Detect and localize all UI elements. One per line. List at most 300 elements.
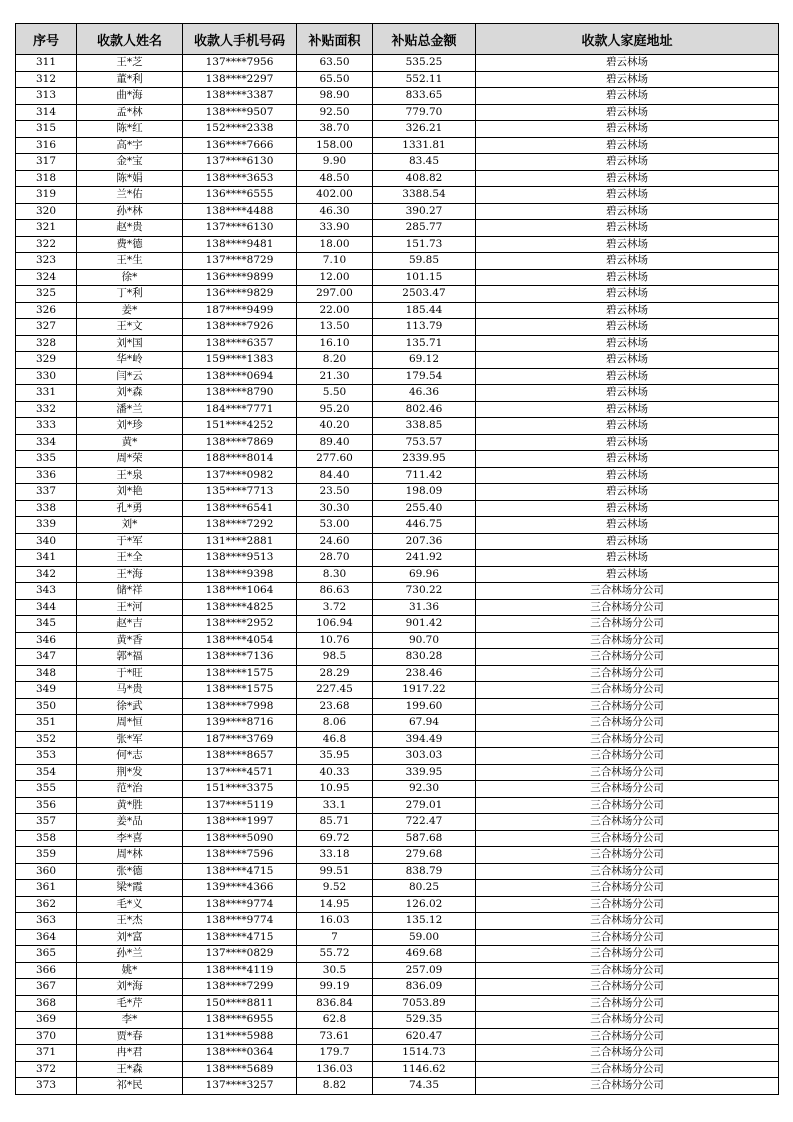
cell-serial-number: 321	[16, 220, 77, 237]
table-row	[16, 929, 779, 946]
cell-payee-phone: 138****6357	[183, 335, 297, 352]
cell-home-address: 碧云林场	[476, 500, 779, 517]
cell-home-address: 三合林场分公司	[476, 731, 779, 748]
cell-payee-phone: 138****4825	[183, 599, 297, 616]
cell-home-address: 碧云林场	[476, 269, 779, 286]
table-row	[16, 220, 779, 237]
cell-payee-phone: 138****6955	[183, 1012, 297, 1029]
cell-subsidy-amount: 1917.22	[373, 682, 476, 699]
cell-payee-name: 潘*兰	[77, 401, 183, 418]
cell-subsidy-amount: 46.36	[373, 385, 476, 402]
cell-serial-number: 352	[16, 731, 77, 748]
cell-payee-phone: 138****2297	[183, 71, 297, 88]
table-row	[16, 352, 779, 369]
cell-payee-phone: 138****7299	[183, 979, 297, 996]
cell-subsidy-area: 55.72	[297, 946, 373, 963]
cell-payee-phone: 138****9513	[183, 550, 297, 567]
cell-subsidy-amount: 80.25	[373, 880, 476, 897]
cell-payee-name: 黄*	[77, 434, 183, 451]
header-row	[16, 24, 779, 55]
table-row	[16, 1028, 779, 1045]
cell-payee-name: 兰*佑	[77, 187, 183, 204]
cell-home-address: 三合林场分公司	[476, 616, 779, 633]
cell-serial-number: 364	[16, 929, 77, 946]
table-row	[16, 781, 779, 798]
cell-serial-number: 328	[16, 335, 77, 352]
cell-subsidy-amount: 2339.95	[373, 451, 476, 468]
cell-payee-phone: 138****1575	[183, 665, 297, 682]
cell-serial-number: 345	[16, 616, 77, 633]
cell-payee-phone: 136****7666	[183, 137, 297, 154]
cell-payee-phone: 138****0694	[183, 368, 297, 385]
cell-subsidy-area: 86.63	[297, 583, 373, 600]
cell-payee-phone: 138****4715	[183, 929, 297, 946]
cell-home-address: 三合林场分公司	[476, 649, 779, 666]
cell-home-address: 碧云林场	[476, 467, 779, 484]
table-row	[16, 599, 779, 616]
table-row	[16, 302, 779, 319]
cell-payee-name: 贾*春	[77, 1028, 183, 1045]
cell-payee-phone: 138****7926	[183, 319, 297, 336]
cell-subsidy-area: 62.8	[297, 1012, 373, 1029]
cell-payee-phone: 151****3375	[183, 781, 297, 798]
cell-serial-number: 366	[16, 962, 77, 979]
cell-payee-phone: 138****1575	[183, 682, 297, 699]
cell-serial-number: 316	[16, 137, 77, 154]
cell-payee-phone: 136****9829	[183, 286, 297, 303]
cell-serial-number: 368	[16, 995, 77, 1012]
cell-payee-phone: 137****0982	[183, 467, 297, 484]
cell-home-address: 三合林场分公司	[476, 698, 779, 715]
cell-payee-phone: 152****2338	[183, 121, 297, 138]
cell-subsidy-area: 9.52	[297, 880, 373, 897]
cell-payee-name: 徐*武	[77, 698, 183, 715]
cell-subsidy-area: 89.40	[297, 434, 373, 451]
cell-home-address: 碧云林场	[476, 121, 779, 138]
table-row	[16, 484, 779, 501]
table-row	[16, 731, 779, 748]
cell-payee-name: 王*生	[77, 253, 183, 270]
table-row	[16, 616, 779, 633]
cell-payee-phone: 159****1383	[183, 352, 297, 369]
cell-payee-phone: 187****3769	[183, 731, 297, 748]
cell-payee-phone: 151****4252	[183, 418, 297, 435]
cell-home-address: 碧云林场	[476, 319, 779, 336]
cell-subsidy-area: 84.40	[297, 467, 373, 484]
cell-serial-number: 315	[16, 121, 77, 138]
cell-home-address: 三合林场分公司	[476, 764, 779, 781]
cell-subsidy-area: 33.1	[297, 797, 373, 814]
cell-subsidy-amount: 901.42	[373, 616, 476, 633]
table-row	[16, 896, 779, 913]
table-row	[16, 913, 779, 930]
cell-subsidy-area: 28.29	[297, 665, 373, 682]
cell-subsidy-area: 402.00	[297, 187, 373, 204]
cell-payee-name: 赵*吉	[77, 616, 183, 633]
cell-serial-number: 343	[16, 583, 77, 600]
cell-subsidy-amount: 279.68	[373, 847, 476, 864]
cell-serial-number: 358	[16, 830, 77, 847]
cell-subsidy-amount: 830.28	[373, 649, 476, 666]
cell-subsidy-amount: 179.54	[373, 368, 476, 385]
cell-payee-name: 王*河	[77, 599, 183, 616]
cell-payee-name: 曲*海	[77, 88, 183, 105]
cell-home-address: 三合林场分公司	[476, 781, 779, 798]
cell-subsidy-area: 65.50	[297, 71, 373, 88]
cell-payee-phone: 139****8716	[183, 715, 297, 732]
cell-payee-name: 丁*利	[77, 286, 183, 303]
cell-payee-name: 王*森	[77, 1061, 183, 1078]
cell-subsidy-area: 13.50	[297, 319, 373, 336]
cell-subsidy-amount: 1146.62	[373, 1061, 476, 1078]
cell-serial-number: 373	[16, 1078, 77, 1095]
cell-serial-number: 350	[16, 698, 77, 715]
cell-payee-name: 储*祥	[77, 583, 183, 600]
table-row	[16, 121, 779, 138]
cell-home-address: 三合林场分公司	[476, 632, 779, 649]
cell-serial-number: 327	[16, 319, 77, 336]
cell-payee-name: 高*宇	[77, 137, 183, 154]
cell-home-address: 碧云林场	[476, 368, 779, 385]
table-row	[16, 715, 779, 732]
cell-home-address: 碧云林场	[476, 154, 779, 171]
cell-payee-name: 李*喜	[77, 830, 183, 847]
table-row	[16, 649, 779, 666]
cell-payee-name: 孙*林	[77, 203, 183, 220]
cell-subsidy-area: 23.50	[297, 484, 373, 501]
cell-subsidy-area: 73.61	[297, 1028, 373, 1045]
cell-payee-phone: 138****3387	[183, 88, 297, 105]
cell-payee-name: 何*志	[77, 748, 183, 765]
cell-payee-name: 刘*国	[77, 335, 183, 352]
cell-serial-number: 331	[16, 385, 77, 402]
table-row	[16, 814, 779, 831]
cell-subsidy-amount: 199.60	[373, 698, 476, 715]
cell-payee-phone: 138****9481	[183, 236, 297, 253]
cell-payee-name: 费*德	[77, 236, 183, 253]
cell-payee-phone: 138****2952	[183, 616, 297, 633]
cell-subsidy-amount: 408.82	[373, 170, 476, 187]
cell-subsidy-amount: 31.36	[373, 599, 476, 616]
table-row	[16, 418, 779, 435]
header-home-address: 收款人家庭地址	[476, 24, 779, 55]
cell-payee-phone: 137****7956	[183, 55, 297, 72]
cell-payee-phone: 137****6130	[183, 154, 297, 171]
table-row	[16, 748, 779, 765]
cell-serial-number: 324	[16, 269, 77, 286]
cell-home-address: 三合林场分公司	[476, 715, 779, 732]
cell-subsidy-area: 30.5	[297, 962, 373, 979]
cell-subsidy-amount: 338.85	[373, 418, 476, 435]
cell-payee-phone: 138****4119	[183, 962, 297, 979]
cell-subsidy-area: 836.84	[297, 995, 373, 1012]
cell-serial-number: 340	[16, 533, 77, 550]
cell-home-address: 三合林场分公司	[476, 599, 779, 616]
cell-subsidy-amount: 339.95	[373, 764, 476, 781]
cell-payee-phone: 188****8014	[183, 451, 297, 468]
cell-home-address: 碧云林场	[476, 550, 779, 567]
cell-home-address: 三合林场分公司	[476, 1061, 779, 1078]
cell-payee-name: 荆*发	[77, 764, 183, 781]
table-row	[16, 319, 779, 336]
table-row	[16, 467, 779, 484]
table-row	[16, 533, 779, 550]
table-row	[16, 566, 779, 583]
cell-subsidy-area: 7	[297, 929, 373, 946]
cell-subsidy-area: 28.70	[297, 550, 373, 567]
cell-subsidy-amount: 535.25	[373, 55, 476, 72]
cell-subsidy-area: 179.7	[297, 1045, 373, 1062]
cell-subsidy-area: 53.00	[297, 517, 373, 534]
cell-payee-name: 张*军	[77, 731, 183, 748]
cell-serial-number: 359	[16, 847, 77, 864]
cell-payee-name: 刘*森	[77, 385, 183, 402]
cell-payee-phone: 138****7292	[183, 517, 297, 534]
cell-payee-name: 黄*香	[77, 632, 183, 649]
cell-home-address: 碧云林场	[476, 220, 779, 237]
cell-serial-number: 311	[16, 55, 77, 72]
cell-subsidy-area: 158.00	[297, 137, 373, 154]
cell-payee-name: 毛*芹	[77, 995, 183, 1012]
cell-home-address: 碧云林场	[476, 566, 779, 583]
cell-home-address: 三合林场分公司	[476, 880, 779, 897]
cell-payee-name: 郭*福	[77, 649, 183, 666]
cell-payee-name: 马*贵	[77, 682, 183, 699]
cell-serial-number: 313	[16, 88, 77, 105]
cell-payee-name: 刘*富	[77, 929, 183, 946]
cell-home-address: 三合林场分公司	[476, 682, 779, 699]
table-row	[16, 830, 779, 847]
cell-payee-name: 董*利	[77, 71, 183, 88]
cell-subsidy-area: 18.00	[297, 236, 373, 253]
cell-serial-number: 339	[16, 517, 77, 534]
cell-home-address: 碧云林场	[476, 137, 779, 154]
cell-payee-phone: 138****5090	[183, 830, 297, 847]
cell-subsidy-amount: 711.42	[373, 467, 476, 484]
table-row	[16, 368, 779, 385]
cell-subsidy-amount: 74.35	[373, 1078, 476, 1095]
cell-subsidy-amount: 257.09	[373, 962, 476, 979]
cell-subsidy-area: 21.30	[297, 368, 373, 385]
cell-subsidy-area: 35.95	[297, 748, 373, 765]
cell-serial-number: 320	[16, 203, 77, 220]
header-payee-name: 收款人姓名	[77, 24, 183, 55]
cell-payee-name: 华*岭	[77, 352, 183, 369]
cell-payee-phone: 137****6130	[183, 220, 297, 237]
cell-subsidy-amount: 135.12	[373, 913, 476, 930]
cell-subsidy-amount: 838.79	[373, 863, 476, 880]
cell-payee-phone: 138****7998	[183, 698, 297, 715]
table-row	[16, 500, 779, 517]
cell-home-address: 三合林场分公司	[476, 814, 779, 831]
cell-serial-number: 357	[16, 814, 77, 831]
cell-subsidy-amount: 836.09	[373, 979, 476, 996]
cell-subsidy-amount: 69.12	[373, 352, 476, 369]
cell-serial-number: 322	[16, 236, 77, 253]
cell-subsidy-area: 136.03	[297, 1061, 373, 1078]
cell-subsidy-area: 46.8	[297, 731, 373, 748]
cell-home-address: 碧云林场	[476, 335, 779, 352]
table-row	[16, 88, 779, 105]
cell-subsidy-area: 99.51	[297, 863, 373, 880]
cell-subsidy-area: 95.20	[297, 401, 373, 418]
table-row	[16, 71, 779, 88]
cell-subsidy-amount: 779.70	[373, 104, 476, 121]
table-row	[16, 682, 779, 699]
cell-payee-phone: 138****7136	[183, 649, 297, 666]
cell-payee-phone: 138****8657	[183, 748, 297, 765]
cell-home-address: 碧云林场	[476, 55, 779, 72]
table-row	[16, 698, 779, 715]
cell-home-address: 三合林场分公司	[476, 830, 779, 847]
cell-payee-name: 周*林	[77, 847, 183, 864]
table-row	[16, 154, 779, 171]
cell-home-address: 三合林场分公司	[476, 847, 779, 864]
table-row	[16, 170, 779, 187]
table-row	[16, 434, 779, 451]
cell-subsidy-area: 10.95	[297, 781, 373, 798]
cell-serial-number: 338	[16, 500, 77, 517]
cell-home-address: 三合林场分公司	[476, 1028, 779, 1045]
cell-payee-name: 姜*	[77, 302, 183, 319]
cell-payee-phone: 138****3653	[183, 170, 297, 187]
cell-payee-name: 闫*云	[77, 368, 183, 385]
cell-serial-number: 347	[16, 649, 77, 666]
cell-payee-name: 陈*红	[77, 121, 183, 138]
cell-subsidy-area: 63.50	[297, 55, 373, 72]
cell-home-address: 碧云林场	[476, 88, 779, 105]
cell-payee-phone: 136****9899	[183, 269, 297, 286]
cell-subsidy-area: 3.72	[297, 599, 373, 616]
cell-subsidy-area: 23.68	[297, 698, 373, 715]
cell-subsidy-amount: 394.49	[373, 731, 476, 748]
cell-subsidy-amount: 722.47	[373, 814, 476, 831]
cell-subsidy-area: 5.50	[297, 385, 373, 402]
table-row	[16, 995, 779, 1012]
cell-payee-name: 徐*	[77, 269, 183, 286]
cell-payee-phone: 137****8729	[183, 253, 297, 270]
cell-subsidy-amount: 285.77	[373, 220, 476, 237]
header-payee-phone: 收款人手机号码	[183, 24, 297, 55]
cell-home-address: 三合林场分公司	[476, 1045, 779, 1062]
cell-home-address: 碧云林场	[476, 533, 779, 550]
cell-subsidy-area: 92.50	[297, 104, 373, 121]
cell-payee-name: 王*全	[77, 550, 183, 567]
table-row	[16, 550, 779, 567]
cell-subsidy-area: 16.03	[297, 913, 373, 930]
cell-payee-name: 姚*	[77, 962, 183, 979]
table-row	[16, 1078, 779, 1095]
cell-payee-name: 王*杰	[77, 913, 183, 930]
cell-serial-number: 336	[16, 467, 77, 484]
cell-subsidy-area: 24.60	[297, 533, 373, 550]
cell-serial-number: 344	[16, 599, 77, 616]
cell-subsidy-amount: 238.46	[373, 665, 476, 682]
cell-subsidy-area: 99.19	[297, 979, 373, 996]
cell-payee-name: 姜*品	[77, 814, 183, 831]
table-row	[16, 203, 779, 220]
cell-payee-phone: 135****7713	[183, 484, 297, 501]
subsidy-table	[15, 23, 779, 1095]
table-row	[16, 1061, 779, 1078]
cell-subsidy-amount: 587.68	[373, 830, 476, 847]
cell-subsidy-area: 297.00	[297, 286, 373, 303]
cell-subsidy-area: 22.00	[297, 302, 373, 319]
cell-subsidy-amount: 529.35	[373, 1012, 476, 1029]
cell-payee-phone: 138****4054	[183, 632, 297, 649]
header-subsidy-area: 补贴面积	[297, 24, 373, 55]
cell-home-address: 碧云林场	[476, 203, 779, 220]
cell-subsidy-area: 277.60	[297, 451, 373, 468]
cell-payee-name: 周*恒	[77, 715, 183, 732]
cell-home-address: 三合林场分公司	[476, 979, 779, 996]
cell-payee-phone: 138****1064	[183, 583, 297, 600]
cell-payee-phone: 137****5119	[183, 797, 297, 814]
cell-subsidy-area: 33.18	[297, 847, 373, 864]
cell-subsidy-area: 227.45	[297, 682, 373, 699]
cell-payee-phone: 138****1997	[183, 814, 297, 831]
cell-subsidy-amount: 390.27	[373, 203, 476, 220]
cell-payee-name: 李*	[77, 1012, 183, 1029]
cell-subsidy-area: 98.5	[297, 649, 373, 666]
cell-subsidy-amount: 83.45	[373, 154, 476, 171]
table-row	[16, 979, 779, 996]
table-row	[16, 104, 779, 121]
cell-subsidy-amount: 1331.81	[373, 137, 476, 154]
cell-serial-number: 360	[16, 863, 77, 880]
table-row	[16, 632, 779, 649]
cell-serial-number: 356	[16, 797, 77, 814]
cell-home-address: 碧云林场	[476, 104, 779, 121]
cell-payee-name: 刘*海	[77, 979, 183, 996]
cell-payee-name: 陈*娟	[77, 170, 183, 187]
table-row	[16, 253, 779, 270]
cell-subsidy-amount: 151.73	[373, 236, 476, 253]
cell-payee-name: 冉*君	[77, 1045, 183, 1062]
cell-subsidy-area: 30.30	[297, 500, 373, 517]
cell-payee-phone: 138****4715	[183, 863, 297, 880]
cell-subsidy-amount: 303.03	[373, 748, 476, 765]
cell-subsidy-amount: 101.15	[373, 269, 476, 286]
cell-payee-name: 张*德	[77, 863, 183, 880]
cell-payee-phone: 138****9507	[183, 104, 297, 121]
cell-payee-name: 金*宝	[77, 154, 183, 171]
cell-subsidy-area: 48.50	[297, 170, 373, 187]
table-row	[16, 1012, 779, 1029]
cell-serial-number: 342	[16, 566, 77, 583]
cell-serial-number: 325	[16, 286, 77, 303]
cell-home-address: 三合林场分公司	[476, 913, 779, 930]
header-subsidy-amount: 补贴总金额	[373, 24, 476, 55]
cell-subsidy-amount: 241.92	[373, 550, 476, 567]
cell-home-address: 三合林场分公司	[476, 946, 779, 963]
cell-payee-phone: 138****8790	[183, 385, 297, 402]
cell-subsidy-area: 10.76	[297, 632, 373, 649]
cell-payee-phone: 138****4488	[183, 203, 297, 220]
cell-home-address: 碧云林场	[476, 451, 779, 468]
cell-payee-name: 王*泉	[77, 467, 183, 484]
cell-subsidy-area: 8.06	[297, 715, 373, 732]
table-row	[16, 236, 779, 253]
cell-payee-phone: 138****0364	[183, 1045, 297, 1062]
cell-home-address: 三合林场分公司	[476, 665, 779, 682]
cell-subsidy-area: 40.33	[297, 764, 373, 781]
cell-payee-name: 于*旺	[77, 665, 183, 682]
cell-subsidy-area: 33.90	[297, 220, 373, 237]
cell-subsidy-amount: 92.30	[373, 781, 476, 798]
table-row	[16, 451, 779, 468]
cell-serial-number: 361	[16, 880, 77, 897]
